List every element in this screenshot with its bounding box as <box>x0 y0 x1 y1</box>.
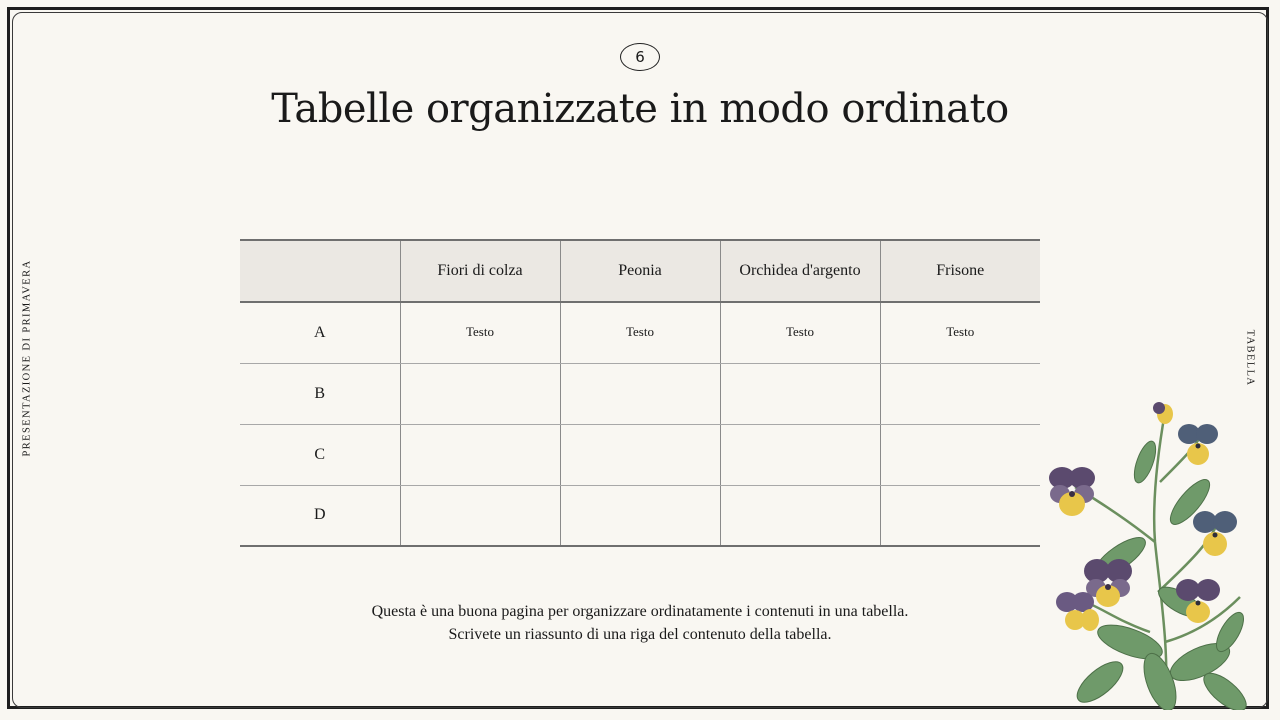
table-cell <box>400 485 560 546</box>
table-cell: Testo <box>720 302 880 363</box>
header-cell-peonia: Peonia <box>560 240 720 302</box>
table-cell: Testo <box>560 302 720 363</box>
pansy-flower-illustration <box>1030 392 1270 710</box>
page-number-badge: 6 <box>620 43 660 71</box>
table-header-row <box>240 240 1040 302</box>
row-label: A <box>240 302 400 363</box>
summary-line: Scrivete un riassunto di una riga del contenuto della tabella. <box>448 626 832 643</box>
table-cell <box>880 424 1040 485</box>
table-cell: Testo <box>400 302 560 363</box>
data-table <box>240 239 1040 547</box>
header-cell-empty <box>240 240 400 302</box>
table-cell <box>560 424 720 485</box>
row-label: D <box>240 485 400 546</box>
table-cell <box>400 363 560 424</box>
table-cell <box>400 424 560 485</box>
side-label-section: TABELLA <box>1244 329 1256 387</box>
page-title: Tabelle organizzate in modo ordinato <box>271 86 1009 132</box>
table-row <box>240 363 1040 424</box>
table-cell <box>560 363 720 424</box>
header-cell-fiori-di-colza: Fiori di colza <box>400 240 560 302</box>
header-cell-orchidea: Orchidea d'argento <box>720 240 880 302</box>
row-label: B <box>240 363 400 424</box>
table-cell <box>720 424 880 485</box>
table-row <box>240 485 1040 546</box>
table-cell <box>880 485 1040 546</box>
table-row <box>240 302 1040 363</box>
table-cell <box>720 363 880 424</box>
table-cell: Testo <box>880 302 1040 363</box>
table-summary <box>240 600 1040 646</box>
table-row <box>240 424 1040 485</box>
header-cell-frisone: Frisone <box>880 240 1040 302</box>
table-cell <box>880 363 1040 424</box>
table-cell <box>720 485 880 546</box>
table-cell <box>560 485 720 546</box>
summary-line: Questa è una buona pagina per organizzare ordinatamente i contenuti in una tabella. <box>371 603 909 620</box>
row-label: C <box>240 424 400 485</box>
side-label-presentation: PRESENTAZIONE DI PRIMAVERA <box>21 259 33 457</box>
